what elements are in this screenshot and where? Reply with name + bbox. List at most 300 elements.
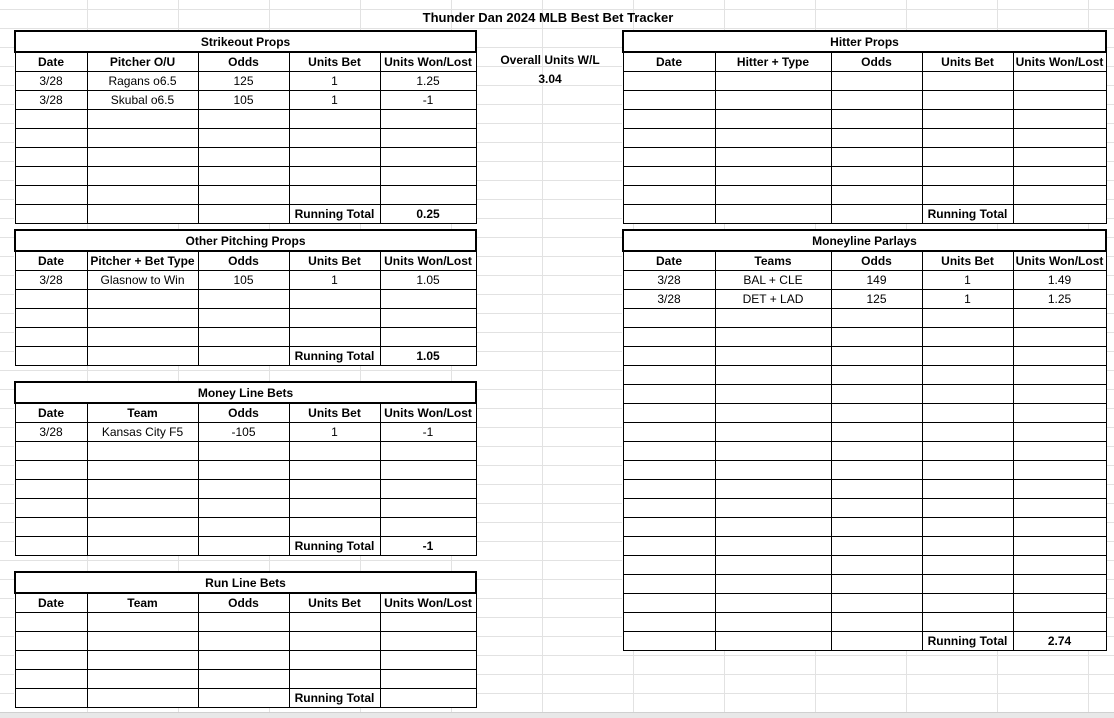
- table-cell[interactable]: [715, 423, 831, 442]
- table-cell[interactable]: [15, 632, 87, 651]
- table-cell[interactable]: [623, 613, 715, 632]
- column-header[interactable]: Units Won/Lost: [1013, 251, 1106, 271]
- table-cell[interactable]: [198, 651, 289, 670]
- table-cell[interactable]: [380, 290, 476, 309]
- table-cell[interactable]: [380, 148, 476, 167]
- table-cell[interactable]: DET + LAD: [715, 290, 831, 309]
- table-cell[interactable]: [1013, 328, 1106, 347]
- column-header[interactable]: Odds: [831, 52, 922, 72]
- table-cell[interactable]: [922, 347, 1013, 366]
- table-cell[interactable]: 3/28: [15, 423, 87, 442]
- running-total-label[interactable]: Running Total: [289, 205, 380, 224]
- section-title[interactable]: Money Line Bets: [15, 382, 476, 403]
- table-cell[interactable]: 1.49: [1013, 271, 1106, 290]
- running-total-label[interactable]: Running Total: [922, 632, 1013, 651]
- table-cell[interactable]: [831, 205, 922, 224]
- running-total-label[interactable]: Running Total: [289, 347, 380, 366]
- table-cell[interactable]: [289, 442, 380, 461]
- table-cell[interactable]: 1: [922, 271, 1013, 290]
- table-cell[interactable]: [15, 186, 87, 205]
- table-cell[interactable]: [623, 72, 715, 91]
- table-cell[interactable]: [15, 442, 87, 461]
- table-cell[interactable]: [831, 328, 922, 347]
- table-cell[interactable]: [15, 290, 87, 309]
- table-cell[interactable]: [715, 442, 831, 461]
- table-cell[interactable]: [831, 385, 922, 404]
- table-cell[interactable]: [198, 461, 289, 480]
- table-cell[interactable]: [831, 347, 922, 366]
- table-cell[interactable]: [623, 347, 715, 366]
- column-header[interactable]: Odds: [198, 593, 289, 613]
- table-cell[interactable]: [623, 110, 715, 129]
- table-cell[interactable]: [198, 518, 289, 537]
- column-header[interactable]: Units Won/Lost: [380, 403, 476, 423]
- table-cell[interactable]: 1: [289, 91, 380, 110]
- table-cell[interactable]: [623, 167, 715, 186]
- table-cell[interactable]: [87, 613, 198, 632]
- table-cell[interactable]: [1013, 537, 1106, 556]
- column-header[interactable]: Units Bet: [289, 593, 380, 613]
- table-cell[interactable]: [289, 129, 380, 148]
- table-cell[interactable]: [15, 167, 87, 186]
- table-cell[interactable]: [87, 499, 198, 518]
- table-cell[interactable]: [15, 148, 87, 167]
- table-cell[interactable]: [715, 309, 831, 328]
- column-header[interactable]: Units Bet: [289, 251, 380, 271]
- section-title[interactable]: Hitter Props: [623, 31, 1106, 52]
- table-cell[interactable]: [289, 110, 380, 129]
- table-cell[interactable]: [198, 148, 289, 167]
- table-cell[interactable]: 1: [289, 271, 380, 290]
- table-cell[interactable]: [922, 72, 1013, 91]
- table-cell[interactable]: 1.25: [1013, 290, 1106, 309]
- table-cell[interactable]: BAL + CLE: [715, 271, 831, 290]
- running-total-value[interactable]: 2.74: [1013, 632, 1106, 651]
- running-total-value[interactable]: [380, 689, 476, 708]
- table-cell[interactable]: [1013, 148, 1106, 167]
- table-cell[interactable]: [1013, 480, 1106, 499]
- table-cell[interactable]: [289, 499, 380, 518]
- table-cell[interactable]: [87, 129, 198, 148]
- table-cell[interactable]: [87, 167, 198, 186]
- table-cell[interactable]: [1013, 499, 1106, 518]
- table-cell[interactable]: [623, 205, 715, 224]
- table-cell[interactable]: [1013, 575, 1106, 594]
- table-cell[interactable]: [715, 205, 831, 224]
- table-cell[interactable]: [1013, 613, 1106, 632]
- column-header[interactable]: Units Bet: [922, 52, 1013, 72]
- table-cell[interactable]: [198, 632, 289, 651]
- table-cell[interactable]: [715, 594, 831, 613]
- column-header[interactable]: Odds: [198, 251, 289, 271]
- table-cell[interactable]: [15, 499, 87, 518]
- table-cell[interactable]: [380, 518, 476, 537]
- table-cell[interactable]: 125: [198, 72, 289, 91]
- table-cell[interactable]: [715, 72, 831, 91]
- table-cell[interactable]: [15, 480, 87, 499]
- table-cell[interactable]: [831, 309, 922, 328]
- table-cell[interactable]: [289, 670, 380, 689]
- table-cell[interactable]: [198, 347, 289, 366]
- table-cell[interactable]: [831, 91, 922, 110]
- table-cell[interactable]: [87, 110, 198, 129]
- table-cell[interactable]: [1013, 404, 1106, 423]
- table-cell[interactable]: [623, 186, 715, 205]
- table-cell[interactable]: [1013, 385, 1106, 404]
- table-cell[interactable]: [831, 129, 922, 148]
- section-title[interactable]: Strikeout Props: [15, 31, 476, 52]
- column-header[interactable]: Date: [15, 403, 87, 423]
- table-cell[interactable]: [87, 347, 198, 366]
- table-cell[interactable]: [198, 309, 289, 328]
- table-cell[interactable]: [831, 186, 922, 205]
- table-cell[interactable]: [831, 110, 922, 129]
- table-cell[interactable]: [922, 148, 1013, 167]
- table-cell[interactable]: [198, 480, 289, 499]
- table-cell[interactable]: [380, 670, 476, 689]
- table-cell[interactable]: [198, 186, 289, 205]
- table-cell[interactable]: [380, 651, 476, 670]
- column-header[interactable]: Units Bet: [289, 52, 380, 72]
- table-cell[interactable]: [380, 442, 476, 461]
- table-cell[interactable]: [15, 518, 87, 537]
- table-cell[interactable]: [198, 499, 289, 518]
- table-cell[interactable]: [715, 556, 831, 575]
- table-cell[interactable]: [87, 290, 198, 309]
- table-cell[interactable]: [715, 385, 831, 404]
- table-cell[interactable]: [831, 167, 922, 186]
- table-cell[interactable]: [198, 328, 289, 347]
- section-title[interactable]: Run Line Bets: [15, 572, 476, 593]
- table-cell[interactable]: [87, 480, 198, 499]
- table-cell[interactable]: -1: [380, 423, 476, 442]
- table-cell[interactable]: 1.05: [380, 271, 476, 290]
- table-cell[interactable]: [831, 480, 922, 499]
- table-cell[interactable]: [623, 129, 715, 148]
- running-total-label[interactable]: Running Total: [289, 537, 380, 556]
- table-cell[interactable]: [715, 110, 831, 129]
- table-cell[interactable]: [922, 518, 1013, 537]
- table-cell[interactable]: [831, 518, 922, 537]
- table-cell[interactable]: [922, 613, 1013, 632]
- table-cell[interactable]: [922, 309, 1013, 328]
- column-header[interactable]: Units Won/Lost: [380, 251, 476, 271]
- table-cell[interactable]: [289, 632, 380, 651]
- table-cell[interactable]: [715, 537, 831, 556]
- table-cell[interactable]: 1: [289, 423, 380, 442]
- table-cell[interactable]: [1013, 366, 1106, 385]
- table-cell[interactable]: [831, 632, 922, 651]
- table-cell[interactable]: [198, 689, 289, 708]
- table-cell[interactable]: [1013, 556, 1106, 575]
- table-cell[interactable]: [715, 366, 831, 385]
- table-cell[interactable]: -1: [380, 91, 476, 110]
- table-cell[interactable]: [1013, 423, 1106, 442]
- table-cell[interactable]: [715, 575, 831, 594]
- table-cell[interactable]: [15, 537, 87, 556]
- table-cell[interactable]: [198, 129, 289, 148]
- column-header[interactable]: Date: [15, 593, 87, 613]
- section-title[interactable]: Other Pitching Props: [15, 230, 476, 251]
- table-cell[interactable]: [15, 613, 87, 632]
- table-cell[interactable]: [922, 575, 1013, 594]
- table-cell[interactable]: [380, 129, 476, 148]
- table-cell[interactable]: [289, 518, 380, 537]
- table-cell[interactable]: [1013, 309, 1106, 328]
- table-cell[interactable]: [922, 129, 1013, 148]
- table-cell[interactable]: 3/28: [15, 271, 87, 290]
- table-cell[interactable]: [87, 148, 198, 167]
- table-cell[interactable]: [623, 518, 715, 537]
- table-cell[interactable]: [922, 556, 1013, 575]
- table-cell[interactable]: [380, 309, 476, 328]
- table-cell[interactable]: [1013, 518, 1106, 537]
- column-header[interactable]: Odds: [198, 403, 289, 423]
- table-cell[interactable]: [922, 366, 1013, 385]
- column-header[interactable]: Teams: [715, 251, 831, 271]
- table-cell[interactable]: [1013, 91, 1106, 110]
- table-cell[interactable]: [715, 347, 831, 366]
- table-cell[interactable]: 105: [198, 91, 289, 110]
- table-cell[interactable]: [623, 91, 715, 110]
- table-cell[interactable]: [15, 461, 87, 480]
- table-cell[interactable]: [15, 309, 87, 328]
- table-cell[interactable]: [15, 328, 87, 347]
- table-cell[interactable]: [623, 404, 715, 423]
- table-cell[interactable]: [623, 537, 715, 556]
- table-cell[interactable]: [922, 186, 1013, 205]
- column-header[interactable]: Units Bet: [922, 251, 1013, 271]
- table-cell[interactable]: [922, 167, 1013, 186]
- table-cell[interactable]: [831, 442, 922, 461]
- table-cell[interactable]: [623, 632, 715, 651]
- table-cell[interactable]: Kansas City F5: [87, 423, 198, 442]
- table-cell[interactable]: [380, 167, 476, 186]
- table-cell[interactable]: [623, 148, 715, 167]
- table-cell[interactable]: [831, 461, 922, 480]
- table-cell[interactable]: [87, 309, 198, 328]
- table-cell[interactable]: [1013, 186, 1106, 205]
- table-cell[interactable]: [922, 594, 1013, 613]
- overall-units[interactable]: [490, 51, 610, 89]
- table-cell[interactable]: [715, 404, 831, 423]
- table-cell[interactable]: [831, 423, 922, 442]
- table-cell[interactable]: [198, 110, 289, 129]
- table-cell[interactable]: [623, 442, 715, 461]
- table-cell[interactable]: [922, 385, 1013, 404]
- table-cell[interactable]: [922, 423, 1013, 442]
- table-cell[interactable]: [623, 366, 715, 385]
- table-cell[interactable]: [1013, 167, 1106, 186]
- table-cell[interactable]: [87, 205, 198, 224]
- table-cell[interactable]: [922, 442, 1013, 461]
- table-cell[interactable]: [715, 148, 831, 167]
- table-cell[interactable]: [623, 309, 715, 328]
- table-cell[interactable]: [623, 423, 715, 442]
- table-cell[interactable]: [922, 461, 1013, 480]
- table-cell[interactable]: [1013, 347, 1106, 366]
- table-cell[interactable]: [831, 556, 922, 575]
- table-cell[interactable]: [15, 347, 87, 366]
- section-title[interactable]: Moneyline Parlays: [623, 230, 1106, 251]
- table-cell[interactable]: [380, 632, 476, 651]
- table-cell[interactable]: [87, 442, 198, 461]
- table-cell[interactable]: [831, 594, 922, 613]
- table-cell[interactable]: [289, 290, 380, 309]
- table-cell[interactable]: [198, 537, 289, 556]
- table-cell[interactable]: [380, 110, 476, 129]
- table-cell[interactable]: 1: [289, 72, 380, 91]
- table-cell[interactable]: [87, 461, 198, 480]
- table-cell[interactable]: [922, 404, 1013, 423]
- table-cell[interactable]: [715, 461, 831, 480]
- table-cell[interactable]: [198, 613, 289, 632]
- running-total-label[interactable]: Running Total: [922, 205, 1013, 224]
- table-cell[interactable]: [922, 328, 1013, 347]
- table-cell[interactable]: [198, 290, 289, 309]
- table-cell[interactable]: [87, 632, 198, 651]
- table-cell[interactable]: 149: [831, 271, 922, 290]
- table-cell[interactable]: [380, 613, 476, 632]
- table-cell[interactable]: [15, 129, 87, 148]
- table-cell[interactable]: [289, 328, 380, 347]
- table-cell[interactable]: [831, 499, 922, 518]
- table-cell[interactable]: [15, 205, 87, 224]
- table-cell[interactable]: [831, 148, 922, 167]
- table-cell[interactable]: [623, 499, 715, 518]
- column-header[interactable]: Date: [15, 52, 87, 72]
- table-cell[interactable]: 1: [922, 290, 1013, 309]
- table-cell[interactable]: [623, 575, 715, 594]
- column-header[interactable]: Pitcher + Bet Type: [87, 251, 198, 271]
- table-cell[interactable]: [15, 689, 87, 708]
- table-cell[interactable]: -105: [198, 423, 289, 442]
- table-cell[interactable]: [831, 575, 922, 594]
- table-cell[interactable]: [289, 613, 380, 632]
- table-cell[interactable]: [198, 167, 289, 186]
- table-cell[interactable]: [922, 499, 1013, 518]
- column-header[interactable]: Team: [87, 403, 198, 423]
- table-cell[interactable]: 1.25: [380, 72, 476, 91]
- table-cell[interactable]: [198, 670, 289, 689]
- table-cell[interactable]: [715, 167, 831, 186]
- running-total-value[interactable]: [1013, 205, 1106, 224]
- column-header[interactable]: Date: [15, 251, 87, 271]
- table-cell[interactable]: [715, 129, 831, 148]
- table-cell[interactable]: [87, 518, 198, 537]
- table-cell[interactable]: 3/28: [15, 91, 87, 110]
- table-cell[interactable]: 3/28: [623, 271, 715, 290]
- table-cell[interactable]: [1013, 442, 1106, 461]
- table-cell[interactable]: [831, 613, 922, 632]
- table-cell[interactable]: [831, 366, 922, 385]
- column-header[interactable]: Date: [623, 251, 715, 271]
- table-cell[interactable]: 125: [831, 290, 922, 309]
- column-header[interactable]: Units Won/Lost: [380, 593, 476, 613]
- table-cell[interactable]: [380, 328, 476, 347]
- column-header[interactable]: Units Bet: [289, 403, 380, 423]
- column-header[interactable]: Pitcher O/U: [87, 52, 198, 72]
- table-cell[interactable]: [198, 442, 289, 461]
- column-header[interactable]: Odds: [831, 251, 922, 271]
- table-cell[interactable]: [922, 110, 1013, 129]
- column-header[interactable]: Team: [87, 593, 198, 613]
- table-cell[interactable]: [715, 328, 831, 347]
- table-cell[interactable]: [87, 537, 198, 556]
- table-cell[interactable]: [380, 480, 476, 499]
- table-cell[interactable]: Ragans o6.5: [87, 72, 198, 91]
- column-header[interactable]: Hitter + Type: [715, 52, 831, 72]
- table-cell[interactable]: [289, 186, 380, 205]
- running-total-value[interactable]: 0.25: [380, 205, 476, 224]
- table-cell[interactable]: [198, 205, 289, 224]
- running-total-value[interactable]: 1.05: [380, 347, 476, 366]
- column-header[interactable]: Units Won/Lost: [380, 52, 476, 72]
- table-cell[interactable]: [289, 480, 380, 499]
- table-cell[interactable]: [289, 167, 380, 186]
- table-cell[interactable]: [922, 480, 1013, 499]
- table-cell[interactable]: [715, 186, 831, 205]
- running-total-label[interactable]: Running Total: [289, 689, 380, 708]
- table-cell[interactable]: [1013, 72, 1106, 91]
- table-cell[interactable]: [623, 556, 715, 575]
- table-cell[interactable]: [1013, 594, 1106, 613]
- table-cell[interactable]: [715, 480, 831, 499]
- table-cell[interactable]: [15, 110, 87, 129]
- column-header[interactable]: Units Won/Lost: [1013, 52, 1106, 72]
- table-cell[interactable]: [380, 461, 476, 480]
- table-cell[interactable]: Skubal o6.5: [87, 91, 198, 110]
- table-cell[interactable]: [922, 91, 1013, 110]
- table-cell[interactable]: [715, 91, 831, 110]
- table-cell[interactable]: [623, 328, 715, 347]
- table-cell[interactable]: 3/28: [15, 72, 87, 91]
- table-cell[interactable]: Glasnow to Win: [87, 271, 198, 290]
- table-cell[interactable]: [623, 461, 715, 480]
- table-cell[interactable]: [715, 632, 831, 651]
- table-cell[interactable]: [289, 148, 380, 167]
- table-cell[interactable]: 105: [198, 271, 289, 290]
- table-cell[interactable]: 3/28: [623, 290, 715, 309]
- table-cell[interactable]: [831, 537, 922, 556]
- table-cell[interactable]: [1013, 461, 1106, 480]
- table-cell[interactable]: [380, 499, 476, 518]
- table-cell[interactable]: [15, 670, 87, 689]
- table-cell[interactable]: [87, 328, 198, 347]
- table-cell[interactable]: [831, 404, 922, 423]
- table-cell[interactable]: [289, 651, 380, 670]
- table-cell[interactable]: [15, 651, 87, 670]
- table-cell[interactable]: [87, 689, 198, 708]
- table-cell[interactable]: [623, 594, 715, 613]
- table-cell[interactable]: [623, 385, 715, 404]
- table-cell[interactable]: [922, 537, 1013, 556]
- table-cell[interactable]: [715, 518, 831, 537]
- table-cell[interactable]: [715, 499, 831, 518]
- table-cell[interactable]: [289, 309, 380, 328]
- table-cell[interactable]: [289, 461, 380, 480]
- column-header[interactable]: Odds: [198, 52, 289, 72]
- table-cell[interactable]: [87, 186, 198, 205]
- table-cell[interactable]: [831, 72, 922, 91]
- table-cell[interactable]: [380, 186, 476, 205]
- table-cell[interactable]: [87, 670, 198, 689]
- table-cell[interactable]: [715, 613, 831, 632]
- column-header[interactable]: Date: [623, 52, 715, 72]
- table-cell[interactable]: [1013, 110, 1106, 129]
- table-cell[interactable]: [1013, 129, 1106, 148]
- running-total-value[interactable]: -1: [380, 537, 476, 556]
